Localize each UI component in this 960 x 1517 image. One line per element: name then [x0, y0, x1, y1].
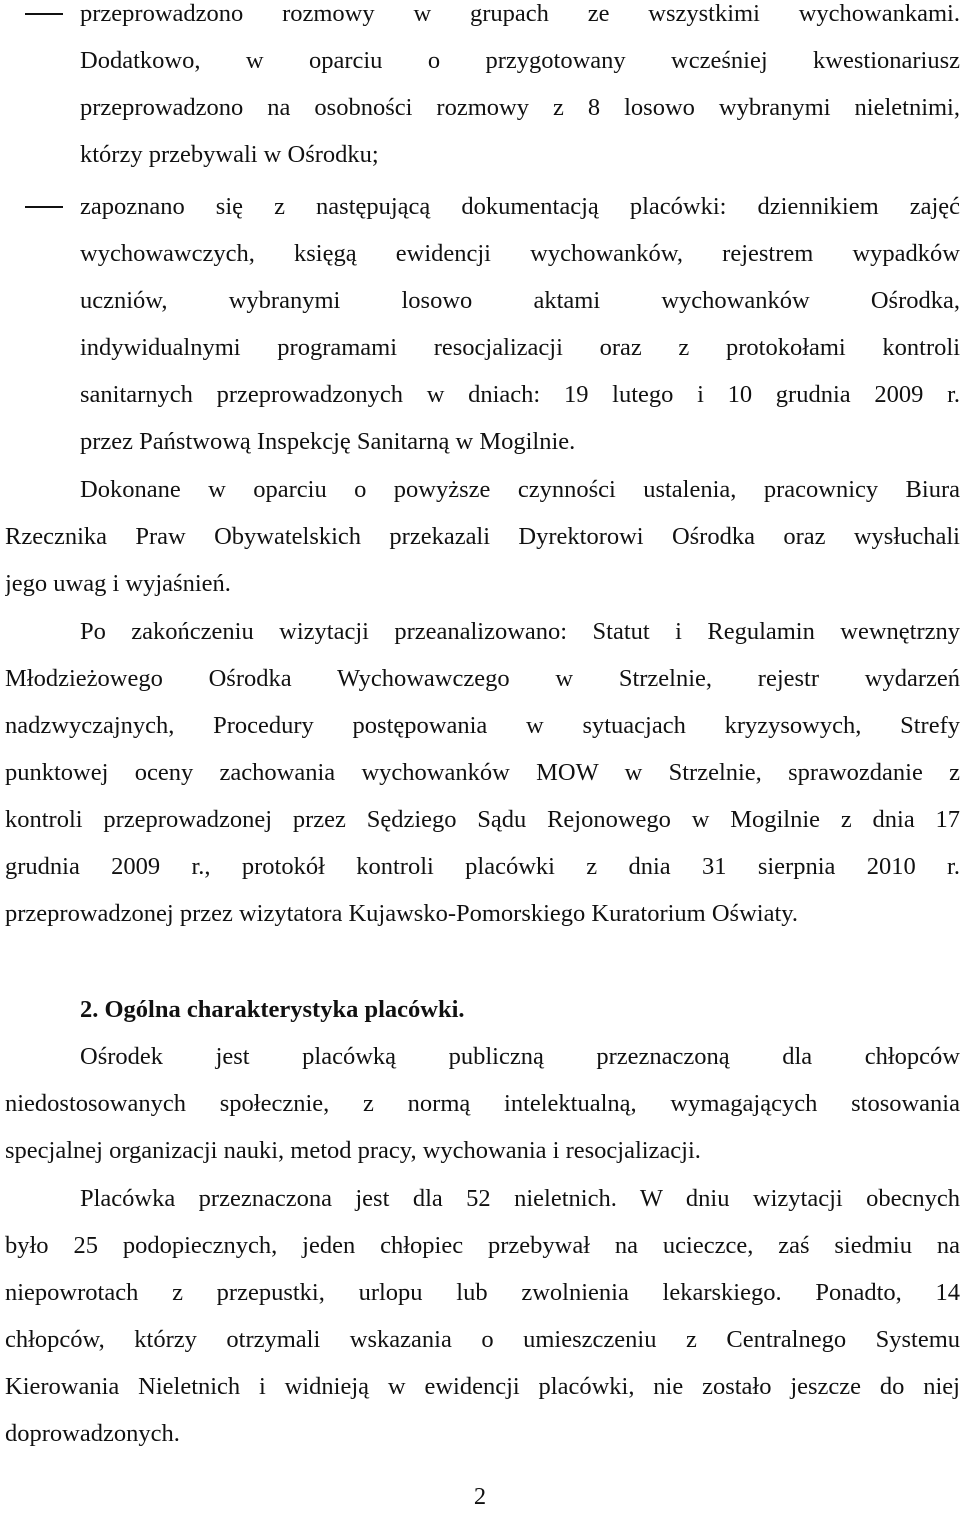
text-line: kontroli przeprowadzonej przez Sędziego Sądu Rejonowego w Mogilnie z dnia 17: [5, 806, 960, 833]
text-line: jego uwag i wyjaśnień.: [5, 570, 231, 597]
text-line: uczniów, wybranymi losowo aktami wychowanków Ośrodka,: [80, 287, 960, 314]
text-line: przez Państwową Inspekcję Sanitarną w Mogilnie.: [80, 428, 576, 455]
text-line: przeprowadzono na osobności rozmowy z 8 losowo wybranymi nieletnimi,: [80, 94, 960, 121]
text-line: niedostosowanych społecznie, z normą intelektualną, wymagających stosowania: [5, 1090, 960, 1117]
text-line: doprowadzonych.: [5, 1420, 180, 1447]
page-number: 2: [473, 1483, 487, 1510]
text-line: Młodzieżowego Ośrodka Wychowawczego w Strzelnie, rejestr wydarzeń: [5, 665, 960, 692]
paragraph-first-line: Ośrodek jest placówką publiczną przeznaczoną dla chłopców: [80, 1043, 960, 1070]
text-line: było 25 podopiecznych, jeden chłopiec przebywał na ucieczce, zaś siedmiu na: [5, 1232, 960, 1259]
paragraph-first-line: Dokonane w oparciu o powyższe czynności ustalenia, pracownicy Biura: [80, 476, 960, 503]
text-line: niepowrotach z przepustki, urlopu lub zwolnienia lekarskiego. Ponadto, 14: [5, 1279, 960, 1306]
text-line: punktowej oceny zachowania wychowanków MOW w Strzelnie, sprawozdanie z: [5, 759, 960, 786]
text-line: przeprowadzonej przez wizytatora Kujawsko-Pomorskiego Kuratorium Oświaty.: [5, 900, 799, 927]
text-line: Kierowania Nieletnich i widnieją w ewidencji placówki, nie zostało jeszcze do niej: [5, 1373, 960, 1400]
text-line: Rzecznika Praw Obywatelskich przekazali Dyrektorowi Ośrodka oraz wysłuchali: [5, 523, 960, 550]
text-line: sanitarnych przeprowadzonych w dniach: 19 lutego i 10 grudnia 2009 r.: [80, 381, 960, 408]
section-heading: 2. Ogólna charakterystyka placówki.: [80, 996, 465, 1023]
dash-bullet-2: [10, 187, 58, 227]
text-line: nadzwyczajnych, Procedury postępowania w sytuacjach kryzysowych, Strefy: [5, 712, 960, 739]
text-line: specjalnej organizacji nauki, metod pracy, wychowania i resocjalizacji.: [5, 1137, 701, 1164]
text-line: Dodatkowo, w oparciu o przygotowany wcześniej kwestionariusz: [80, 47, 960, 74]
text-line: zapoznano się z następującą dokumentacją placówki: dziennikiem zajęć: [80, 193, 960, 220]
text-line: grudnia 2009 r., protokół kontroli placówki z dnia 31 sierpnia 2010 r.: [5, 853, 960, 880]
text-line: którzy przebywali w Ośrodku;: [80, 141, 379, 168]
text-line: wychowawczych, księgą ewidencji wychowanków, rejestrem wypadków: [80, 240, 960, 267]
text-line: przeprowadzono rozmowy w grupach ze wszystkimi wychowankami.: [80, 0, 960, 27]
paragraph-first-line: Placówka przeznaczona jest dla 52 nieletnich. W dniu wizytacji obecnych: [80, 1185, 960, 1212]
text-line: indywidualnymi programami resocjalizacji oraz z protokołami kontroli: [80, 334, 960, 361]
dash-bullet-1: [10, 0, 58, 34]
text-line: chłopców, którzy otrzymali wskazania o umieszczeniu z Centralnego Systemu: [5, 1326, 960, 1353]
paragraph-first-line: Po zakończeniu wizytacji przeanalizowano: Statut i Regulamin wewnętrzny: [80, 618, 960, 645]
